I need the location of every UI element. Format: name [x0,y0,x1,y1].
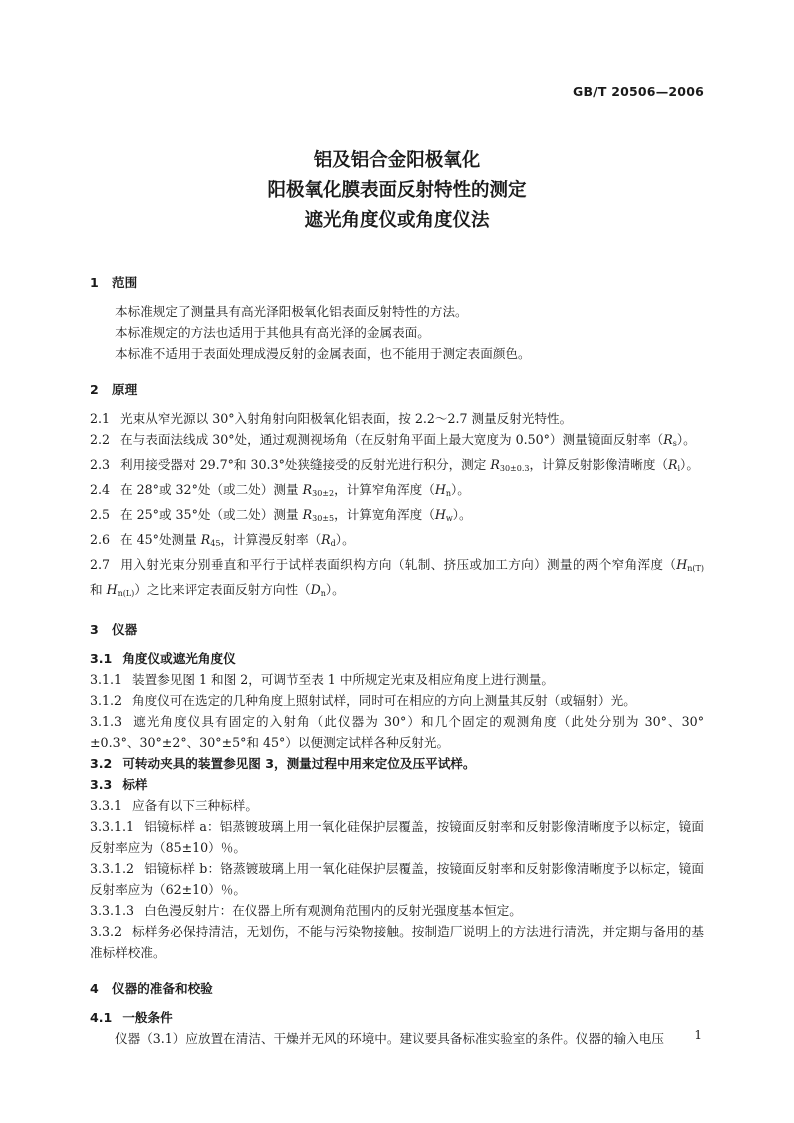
clause-number: 2.6 [90,532,111,547]
clause-3-1 [90,648,704,669]
clause-number: 2.2 [90,432,111,447]
clause-text: 在与表面法线成 30°处，通过观测视场角（在反射角平面上最大宽度为 0.50°）测量镜面反射率（ [120,432,664,447]
section-heading-principle [90,379,704,400]
symbol: H [434,482,446,497]
title-line-1: 铝及铝合金阳极氧化 [313,150,481,171]
clause-number: 3.1 [90,651,113,666]
clause-text: 应备有以下三种标样。 [132,798,258,813]
section-title: 范围 [112,275,138,290]
clause-number: 2.3 [90,457,111,472]
symbol-subscript: s [672,439,677,448]
clause-title: 一般条件 [122,1010,173,1025]
clause-text: ）。 [335,532,355,547]
clause-2-2 [90,429,704,454]
document-title [0,146,794,236]
section-number: 3 [90,622,99,637]
symbol: R [663,432,673,447]
section-number: 1 [90,275,99,290]
section-heading-preparation [90,978,704,999]
section-title: 仪器 [112,622,138,637]
symbol: H [676,557,688,572]
clause-text: 遮光角度仪具有固定的入射角（此仪器为 30°）和几个固定的观测角度（此处分别为 30°、30°±0.3°、30°±2°、30°±5°和 45°）以便测定试样各种反射光。 [90,714,704,750]
clause-number: 3.2 [90,756,113,771]
symbol: R [200,532,211,547]
clause-text: 角度仪可在选定的几种角度上照射试样，同时可在相应的方向上测量其反射（或辐射）光。 [132,693,636,708]
clause-text: 白色漫反射片：在仪器上所有观测角范围内的反射光强度基本恒定。 [144,903,522,918]
clause-number: 3.3.1.1 [90,819,135,834]
clause-number: 3.1.3 [90,714,123,729]
document-body [90,272,704,1049]
clause-text: ）之比来评定表面反射方向性（ [134,582,311,597]
paragraph: 仪器（3.1）应放置在清洁、干燥并无风的环境中。建议要具备标准实验室的条件。仪器的输入电压 [115,1031,664,1046]
clause-number: 2.1 [90,411,111,426]
clause-3-3-1-3 [90,900,704,921]
clause-text: 在 25°或 35°处（或二处）测量 [120,507,303,522]
symbol: R [302,507,313,522]
clause-3-2 [90,753,704,774]
clause-text: ）。 [452,507,472,522]
clause-number: 3.1.1 [90,672,123,687]
symbol-subscript: 30±0.3 [499,464,530,473]
symbol-subscript: 30±5 [312,514,335,523]
symbol-subscript: d [330,539,336,548]
clause-number: 4.1 [90,1010,113,1025]
symbol-subscript: n [445,489,451,498]
clause-3-1-2 [90,690,704,711]
symbol: R [490,457,500,472]
standard-code: GB/T 20506—2006 [572,84,704,99]
clause-text: ）。 [676,432,696,447]
symbol-subscript: n(T) [687,564,704,573]
clause-4-1 [90,1007,704,1028]
clause-2-1 [90,408,704,429]
clause-number: 2.7 [90,557,111,572]
clause-text: 铝镜标样 b：铬蒸镀玻璃上用一氧化硅保护层覆盖，按镜面反射率和反射影像清晰度予以标定，镜面反射率应为（62±10）％。 [90,861,704,897]
clause-text: 利用接受器对 29.7°和 30.3°处狭缝接受的反射光进行积分，测定 [120,457,491,472]
clause-text: ，计算漫反射率（ [220,532,322,547]
symbol-subscript: n [320,589,326,598]
clause-3-1-1 [90,669,704,690]
clause-number: 2.5 [90,507,111,522]
clause-title: 标样 [122,777,148,792]
clause-number: 3.3.1.3 [90,903,135,918]
symbol-subscript: w [445,514,453,523]
symbol-subscript: n(L) [117,589,135,598]
symbol: H [434,507,446,522]
clause-text: 和 [90,582,107,597]
clause-text: ）。 [450,482,470,497]
symbol: H [106,582,118,597]
symbol: D [310,582,321,597]
clause-text: ，计算反射影像清晰度（ [529,457,668,472]
clause-title: 角度仪或遮光角度仪 [122,651,236,666]
clause-3-3-1 [90,795,704,816]
clause-2-5 [90,504,704,529]
paragraph: 本标准规定了测量具有高光泽阳极氧化铝表面反射特性的方法。 [115,304,468,319]
symbol-subscript: 45 [210,539,221,548]
section-number: 4 [90,981,99,996]
clause-3-3 [90,774,704,795]
clause-number: 3.3.1.2 [90,861,135,876]
clause-3-1-3 [90,711,704,753]
clause-2-6 [90,529,704,554]
clause-number: 3.1.2 [90,693,123,708]
clause-number: 3.3 [90,777,113,792]
symbol: R [668,457,678,472]
paragraph: 本标准不适用于表面处理成漫反射的金属表面，也不能用于测定表面颜色。 [115,346,531,361]
symbol: R [302,482,313,497]
clause-text: 铝镜标样 a：铝蒸镀玻璃上用一氧化硅保护层覆盖，按镜面反射率和反射影像清晰度予以标定，镜面反射率应为（85±10）％。 [90,819,704,855]
clause-number: 3.3.1 [90,798,123,813]
clause-2-4 [90,479,704,504]
clause-3-3-2 [90,921,704,963]
title-line-3: 遮光角度仪或角度仪法 [304,210,490,231]
clause-text: 用入射光束分别垂直和平行于试样表面织构方向（轧制、挤压或加工方向）测量的两个窄角浑度（ [120,557,677,572]
page-number: 1 [694,1028,702,1042]
section-title: 原理 [112,382,138,397]
clause-text: 标样务必保持清洁，无划伤，不能与污染物接触。按制造厂说明上的方法进行清洗，并定期与备用的基准标样校准。 [90,924,704,960]
clause-text: ，计算窄角浑度（ [334,482,435,497]
clause-2-7 [90,554,704,604]
section-heading-scope [90,272,704,293]
clause-3-3-1-1 [90,816,704,858]
clause-number: 3.3.2 [90,924,123,939]
symbol: R [321,532,331,547]
symbol-subscript: 30±2 [312,489,335,498]
clause-text: ）。 [680,457,699,472]
clause-text: ，计算宽角浑度（ [334,507,435,522]
section-number: 2 [90,382,99,397]
clause-text: ）。 [325,582,345,597]
clause-3-3-1-2 [90,858,704,900]
section-title: 仪器的准备和校验 [112,981,213,996]
clause-text: 光束从窄光源以 30°入射角射向阳极氧化铝表面，按 2.2～2.7 测量反射光特性。 [120,411,573,426]
clause-text: 在 28°或 32°处（或二处）测量 [120,482,303,497]
title-line-2: 阳极氧化膜表面反射特性的测定 [267,180,527,201]
clause-2-3 [90,454,704,479]
section-heading-apparatus [90,619,704,640]
clause-text: 装置参见图 1 和图 2，可调节至表 1 中所规定光束及相应角度上进行测量。 [132,672,554,687]
paragraph: 本标准规定的方法也适用于其他具有高光泽的金属表面。 [115,325,430,340]
symbol-subscript: i [677,464,681,473]
clause-number: 2.4 [90,482,111,497]
clause-text: 在 45°处测量 [120,532,201,547]
clause-title: 可转动夹具的装置参见图 3，测量过程中用来定位及压平试样。 [122,756,476,771]
